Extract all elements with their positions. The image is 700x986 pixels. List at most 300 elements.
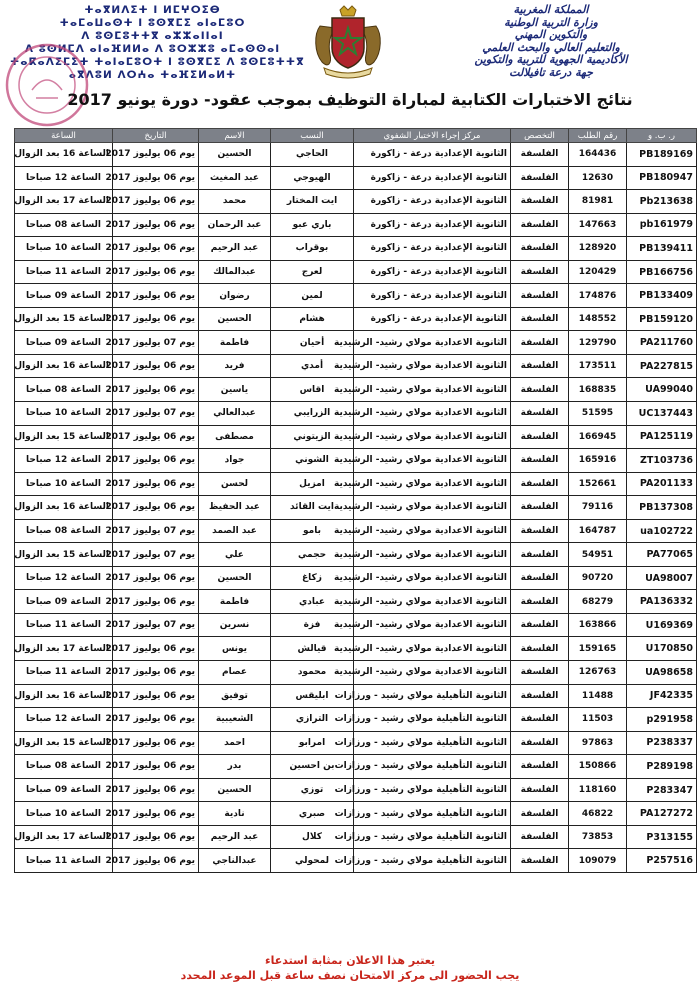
cell-request-number: 148552 bbox=[569, 307, 627, 331]
cell-specialty: الفلسفة bbox=[511, 472, 569, 496]
cell-first-name: عبد الصمد bbox=[199, 519, 271, 543]
cell-time: الساعة 10 صباحا bbox=[15, 472, 113, 496]
cell-specialty: الفلسفة bbox=[511, 590, 569, 614]
cell-specialty: الفلسفة bbox=[511, 237, 569, 261]
cell-surname: توزي bbox=[271, 778, 354, 802]
cell-date: يوم 06 يوليوز 2017 bbox=[113, 731, 199, 755]
cell-request-number: 11503 bbox=[569, 708, 627, 732]
cell-time: الساعة 10 صباحا bbox=[15, 802, 113, 826]
cell-exam-center: الثانوية التأهيلية مولاي رشيد - ورزازات bbox=[354, 731, 511, 755]
letterhead-line: والتعليم العالي والبحث العلمي bbox=[482, 40, 620, 54]
cell-time: الساعة 16 بعد الزوال bbox=[15, 684, 113, 708]
cell-specialty: الفلسفة bbox=[511, 190, 569, 214]
cell-first-name: عبد الرحيم bbox=[199, 825, 271, 849]
column-header: ر. ب. و bbox=[627, 129, 697, 143]
cell-specialty: الفلسفة bbox=[511, 802, 569, 826]
cell-date: يوم 06 يوليوز 2017 bbox=[113, 590, 199, 614]
cell-exam-center: الثانوية الاعدادية مولاي رشيد- الرشيدية bbox=[354, 496, 511, 520]
table-row bbox=[15, 661, 697, 685]
cell-ref: PA125119 bbox=[627, 425, 697, 449]
cell-request-number: 159165 bbox=[569, 637, 627, 661]
footer-line: يجب الحضور الى مركز الامتحان نصف ساعة قبل الموعد المحدد bbox=[180, 969, 520, 982]
cell-specialty: الفلسفة bbox=[511, 496, 569, 520]
cell-exam-center: الثانوية الاعدادية مولاي رشيد- الرشيدية bbox=[354, 425, 511, 449]
table-row bbox=[15, 566, 697, 590]
cell-date: يوم 06 يوليوز 2017 bbox=[113, 472, 199, 496]
table-row bbox=[15, 331, 697, 355]
cell-time: الساعة 08 صباحا bbox=[15, 519, 113, 543]
cell-exam-center: الثانوية الإعدادية درعة - زاكورة bbox=[354, 143, 511, 167]
cell-specialty: الفلسفة bbox=[511, 307, 569, 331]
cell-surname: قيالش bbox=[271, 637, 354, 661]
column-header: الاسم bbox=[199, 129, 271, 143]
cell-request-number: 73853 bbox=[569, 825, 627, 849]
cell-time: الساعة 08 صباحا bbox=[15, 213, 113, 237]
cell-exam-center: الثانوية الاعدادية مولاي رشيد- الرشيدية bbox=[354, 378, 511, 402]
cell-date: يوم 06 يوليوز 2017 bbox=[113, 496, 199, 520]
cell-time: الساعة 12 صباحا bbox=[15, 449, 113, 473]
footer-notice bbox=[0, 953, 700, 983]
table-row bbox=[15, 825, 697, 849]
cell-time: الساعة 09 صباحا bbox=[15, 331, 113, 355]
cell-date: يوم 06 يوليوز 2017 bbox=[113, 425, 199, 449]
cell-first-name: توفيق bbox=[199, 684, 271, 708]
table-row bbox=[15, 613, 697, 637]
cell-first-name: لحسن bbox=[199, 472, 271, 496]
cell-date: يوم 06 يوليوز 2017 bbox=[113, 237, 199, 261]
cell-date: يوم 06 يوليوز 2017 bbox=[113, 708, 199, 732]
cell-request-number: 164436 bbox=[569, 143, 627, 167]
cell-surname: زكاغ bbox=[271, 566, 354, 590]
cell-first-name: فاطمة bbox=[199, 590, 271, 614]
cell-surname: لمين bbox=[271, 284, 354, 308]
cell-exam-center: الثانوية الاعدادية مولاي رشيد- الرشيدية bbox=[354, 637, 511, 661]
cell-date: يوم 06 يوليوز 2017 bbox=[113, 260, 199, 284]
cell-exam-center: الثانوية الاعدادية مولاي رشيد- الرشيدية bbox=[354, 661, 511, 685]
cell-date: يوم 06 يوليوز 2017 bbox=[113, 354, 199, 378]
cell-ref: PB139411 bbox=[627, 237, 697, 261]
cell-specialty: الفلسفة bbox=[511, 708, 569, 732]
cell-exam-center: الثانوية الاعدادية مولاي رشيد- الرشيدية bbox=[354, 566, 511, 590]
cell-time: الساعة 11 صباحا bbox=[15, 260, 113, 284]
cell-specialty: الفلسفة bbox=[511, 755, 569, 779]
cell-time: الساعة 16 بعد الزوال bbox=[15, 496, 113, 520]
cell-ref: PA136332 bbox=[627, 590, 697, 614]
cell-surname: الشوني bbox=[271, 449, 354, 473]
cell-request-number: 163866 bbox=[569, 613, 627, 637]
cell-specialty: الفلسفة bbox=[511, 166, 569, 190]
cell-specialty: الفلسفة bbox=[511, 378, 569, 402]
letterhead-line: والتكوين المهني bbox=[514, 28, 588, 41]
cell-date: يوم 06 يوليوز 2017 bbox=[113, 449, 199, 473]
column-header: الساعة bbox=[15, 129, 113, 143]
cell-ref: UA99040 bbox=[627, 378, 697, 402]
cell-time: الساعة 12 صباحا bbox=[15, 166, 113, 190]
cell-time: الساعة 12 صباحا bbox=[15, 566, 113, 590]
cell-specialty: الفلسفة bbox=[511, 566, 569, 590]
cell-specialty: الفلسفة bbox=[511, 849, 569, 873]
cell-specialty: الفلسفة bbox=[511, 778, 569, 802]
cell-exam-center: الثانوية الإعدادية درعة - زاكورة bbox=[354, 190, 511, 214]
cell-time: الساعة 10 صباحا bbox=[15, 237, 113, 261]
cell-exam-center: الثانوية الإعدادية درعة - زاكورة bbox=[354, 284, 511, 308]
table-row bbox=[15, 425, 697, 449]
table-row bbox=[15, 519, 697, 543]
cell-ref: P238337 bbox=[627, 731, 697, 755]
cell-exam-center: الثانوية التأهيلية مولاي رشيد - ورزازات bbox=[354, 708, 511, 732]
cell-date: يوم 06 يوليوز 2017 bbox=[113, 684, 199, 708]
cell-ref: PA201133 bbox=[627, 472, 697, 496]
cell-request-number: 126763 bbox=[569, 661, 627, 685]
letterhead bbox=[0, 0, 700, 88]
cell-ref: P257516 bbox=[627, 849, 697, 873]
cell-exam-center: الثانوية الاعدادية مولاي رشيد- الرشيدية bbox=[354, 543, 511, 567]
cell-ref: PB133409 bbox=[627, 284, 697, 308]
cell-request-number: 109079 bbox=[569, 849, 627, 873]
cell-exam-center: الثانوية الاعدادية مولاي رشيد- الرشيدية bbox=[354, 472, 511, 496]
cell-first-name: عبد الرحمان bbox=[199, 213, 271, 237]
cell-ref: PA77065 bbox=[627, 543, 697, 567]
cell-date: يوم 06 يوليوز 2017 bbox=[113, 778, 199, 802]
cell-surname: الزرايبي bbox=[271, 402, 354, 426]
results-table bbox=[14, 128, 697, 873]
cell-exam-center: الثانوية الاعدادية مولاي رشيد- الرشيدية bbox=[354, 449, 511, 473]
cell-surname: لعرج bbox=[271, 260, 354, 284]
cell-surname: الحاجي bbox=[271, 143, 354, 167]
cell-ref: U170850 bbox=[627, 637, 697, 661]
cell-date: يوم 06 يوليوز 2017 bbox=[113, 637, 199, 661]
cell-ref: PB137308 bbox=[627, 496, 697, 520]
cell-date: يوم 06 يوليوز 2017 bbox=[113, 143, 199, 167]
cell-ref: UA98007 bbox=[627, 566, 697, 590]
table-row bbox=[15, 637, 697, 661]
cell-surname: لمحولي bbox=[271, 849, 354, 873]
cell-time: الساعة 09 صباحا bbox=[15, 778, 113, 802]
cell-first-name: فريد bbox=[199, 354, 271, 378]
cell-request-number: 164787 bbox=[569, 519, 627, 543]
cell-ref: P289198 bbox=[627, 755, 697, 779]
cell-exam-center: الثانوية الاعدادية مولاي رشيد- الرشيدية bbox=[354, 331, 511, 355]
cell-request-number: 166945 bbox=[569, 425, 627, 449]
cell-ref: P313155 bbox=[627, 825, 697, 849]
cell-time: الساعة 17 بعد الزوال bbox=[15, 825, 113, 849]
cell-date: يوم 06 يوليوز 2017 bbox=[113, 566, 199, 590]
cell-request-number: 165916 bbox=[569, 449, 627, 473]
cell-date: يوم 06 يوليوز 2017 bbox=[113, 849, 199, 873]
column-header: التخصص bbox=[511, 129, 569, 143]
cell-specialty: الفلسفة bbox=[511, 825, 569, 849]
cell-ref: UA98658 bbox=[627, 661, 697, 685]
cell-date: يوم 06 يوليوز 2017 bbox=[113, 166, 199, 190]
cell-specialty: الفلسفة bbox=[511, 543, 569, 567]
table-row bbox=[15, 496, 697, 520]
cell-surname: الهيوجي bbox=[271, 166, 354, 190]
table-body bbox=[15, 143, 697, 873]
letterhead-line: ⵜⴰⵎⴰⵡⴰⵙⵜ ⵏ ⵓⵙⴳⵎⵉ ⴰⵏⴰⵎⵓⵔ bbox=[59, 17, 246, 29]
cell-time: الساعة 15 بعد الزوال bbox=[15, 307, 113, 331]
cell-exam-center: الثانوية الإعدادية درعة - زاكورة bbox=[354, 237, 511, 261]
cell-surname: فزة bbox=[271, 613, 354, 637]
cell-request-number: 118160 bbox=[569, 778, 627, 802]
table-row bbox=[15, 402, 697, 426]
cell-date: يوم 07 يوليوز 2017 bbox=[113, 331, 199, 355]
cell-time: الساعة 16 بعد الزوال bbox=[15, 143, 113, 167]
cell-request-number: 152661 bbox=[569, 472, 627, 496]
cell-first-name: علي bbox=[199, 543, 271, 567]
cell-surname: امزيل bbox=[271, 472, 354, 496]
cell-first-name: نسرين bbox=[199, 613, 271, 637]
cell-ref: PA227815 bbox=[627, 354, 697, 378]
table-row bbox=[15, 143, 697, 167]
cell-time: الساعة 09 صباحا bbox=[15, 284, 113, 308]
cell-date: يوم 06 يوليوز 2017 bbox=[113, 307, 199, 331]
cell-specialty: الفلسفة bbox=[511, 213, 569, 237]
cell-surname: هشام bbox=[271, 307, 354, 331]
table-row bbox=[15, 731, 697, 755]
cell-time: الساعة 17 بعد الزوال bbox=[15, 637, 113, 661]
cell-specialty: الفلسفة bbox=[511, 331, 569, 355]
cell-exam-center: الثانوية الإعدادية درعة - زاكورة bbox=[354, 307, 511, 331]
cell-exam-center: الثانوية الإعدادية درعة - زاكورة bbox=[354, 213, 511, 237]
cell-request-number: 11488 bbox=[569, 684, 627, 708]
cell-first-name: ياسين bbox=[199, 378, 271, 402]
table-row bbox=[15, 590, 697, 614]
cell-exam-center: الثانوية الاعدادية مولاي رشيد- الرشيدية bbox=[354, 590, 511, 614]
cell-time: الساعة 15 بعد الزوال bbox=[15, 731, 113, 755]
cell-request-number: 90720 bbox=[569, 566, 627, 590]
page-title: نتائج الاختبارات الكتابية لمباراة التوظيف بموجب عقود- دورة يونيو 2017 bbox=[67, 90, 633, 109]
royal-emblem-icon bbox=[310, 4, 386, 78]
letterhead-line: الأكاديمية الجهوية للتربية والتكوين bbox=[474, 53, 628, 66]
table-row bbox=[15, 755, 697, 779]
cell-date: يوم 06 يوليوز 2017 bbox=[113, 213, 199, 237]
cell-surname: امرابو bbox=[271, 731, 354, 755]
cell-date: يوم 06 يوليوز 2017 bbox=[113, 802, 199, 826]
cell-ref: pb161979 bbox=[627, 213, 697, 237]
cell-exam-center: الثانوية الإعدادية درعة - زاكورة bbox=[354, 260, 511, 284]
cell-first-name: نادية bbox=[199, 802, 271, 826]
cell-surname: محمود bbox=[271, 661, 354, 685]
cell-first-name: الحسين bbox=[199, 778, 271, 802]
letterhead-line: ⵜⴰⴳⵍⴷⵉⵜ ⵏ ⵍⵎⵖⵔⵉⴱ bbox=[84, 4, 221, 16]
cell-specialty: الفلسفة bbox=[511, 284, 569, 308]
cell-first-name: عبدالعالي bbox=[199, 402, 271, 426]
table-row bbox=[15, 284, 697, 308]
cell-exam-center: الثانوية الاعدادية مولاي رشيد- الرشيدية bbox=[354, 354, 511, 378]
cell-ref: JF42335 bbox=[627, 684, 697, 708]
cell-first-name: مصطفى bbox=[199, 425, 271, 449]
cell-request-number: 79116 bbox=[569, 496, 627, 520]
cell-time: الساعة 15 بعد الزوال bbox=[15, 425, 113, 449]
cell-request-number: 147663 bbox=[569, 213, 627, 237]
cell-request-number: 51595 bbox=[569, 402, 627, 426]
cell-time: الساعة 11 صباحا bbox=[15, 613, 113, 637]
cell-exam-center: الثانوية الإعدادية درعة - زاكورة bbox=[354, 166, 511, 190]
table-row bbox=[15, 543, 697, 567]
table-row bbox=[15, 778, 697, 802]
cell-ref: ua102722 bbox=[627, 519, 697, 543]
cell-ref: U169369 bbox=[627, 613, 697, 637]
cell-surname: ابليقس bbox=[271, 684, 354, 708]
table-row bbox=[15, 190, 697, 214]
table-row bbox=[15, 213, 697, 237]
table-row bbox=[15, 472, 697, 496]
cell-ref: ZT103736 bbox=[627, 449, 697, 473]
table-row bbox=[15, 684, 697, 708]
table-header-row bbox=[15, 129, 697, 143]
cell-surname: كلال bbox=[271, 825, 354, 849]
cell-specialty: الفلسفة bbox=[511, 402, 569, 426]
cell-surname: بوقراب bbox=[271, 237, 354, 261]
table-row bbox=[15, 449, 697, 473]
cell-date: يوم 06 يوليوز 2017 bbox=[113, 190, 199, 214]
cell-first-name: عبد المغيث bbox=[199, 166, 271, 190]
seal-stamp-icon bbox=[2, 40, 92, 130]
cell-surname: الترازي bbox=[271, 708, 354, 732]
cell-time: الساعة 15 بعد الزوال bbox=[15, 543, 113, 567]
cell-first-name: عبد الحفيظ bbox=[199, 496, 271, 520]
cell-surname: باري عبو bbox=[271, 213, 354, 237]
cell-date: يوم 06 يوليوز 2017 bbox=[113, 825, 199, 849]
letterhead-line: المملكة المغربية bbox=[513, 3, 589, 16]
table-row bbox=[15, 378, 697, 402]
cell-specialty: الفلسفة bbox=[511, 449, 569, 473]
cell-specialty: الفلسفة bbox=[511, 731, 569, 755]
cell-date: يوم 06 يوليوز 2017 bbox=[113, 755, 199, 779]
column-header: النسب bbox=[271, 129, 354, 143]
column-header: مركز إجراء الاختبار الشفوي bbox=[354, 129, 511, 143]
footer-line: يعتبر هذا الاعلان بمثابة استدعاء bbox=[264, 954, 436, 967]
letterhead-arabic bbox=[426, 4, 676, 79]
cell-exam-center: الثانوية التأهيلية مولاي رشيد - ورزازات bbox=[354, 849, 511, 873]
cell-request-number: 12630 bbox=[569, 166, 627, 190]
cell-request-number: 174876 bbox=[569, 284, 627, 308]
cell-first-name: يونس bbox=[199, 637, 271, 661]
cell-specialty: الفلسفة bbox=[511, 637, 569, 661]
cell-date: يوم 06 يوليوز 2017 bbox=[113, 661, 199, 685]
table-row bbox=[15, 237, 697, 261]
cell-first-name: بدر bbox=[199, 755, 271, 779]
cell-ref: PB189169 bbox=[627, 143, 697, 167]
cell-request-number: 81981 bbox=[569, 190, 627, 214]
cell-specialty: الفلسفة bbox=[511, 684, 569, 708]
cell-time: الساعة 11 صباحا bbox=[15, 661, 113, 685]
cell-request-number: 54951 bbox=[569, 543, 627, 567]
cell-time: الساعة 11 صباحا bbox=[15, 849, 113, 873]
cell-surname: عبادي bbox=[271, 590, 354, 614]
cell-ref: PB159120 bbox=[627, 307, 697, 331]
cell-exam-center: الثانوية التأهيلية مولاي رشيد - ورزازات bbox=[354, 755, 511, 779]
cell-first-name: رضوان bbox=[199, 284, 271, 308]
cell-surname: حجمي bbox=[271, 543, 354, 567]
cell-time: الساعة 16 بعد الزوال bbox=[15, 354, 113, 378]
cell-exam-center: الثانوية الاعدادية مولاي رشيد- الرشيدية bbox=[354, 613, 511, 637]
cell-time: الساعة 08 صباحا bbox=[15, 755, 113, 779]
cell-ref: p291958 bbox=[627, 708, 697, 732]
cell-specialty: الفلسفة bbox=[511, 613, 569, 637]
table-row bbox=[15, 166, 697, 190]
cell-request-number: 120429 bbox=[569, 260, 627, 284]
cell-exam-center: الثانوية التأهيلية مولاي رشيد - ورزازات bbox=[354, 684, 511, 708]
cell-ref: UC137443 bbox=[627, 402, 697, 426]
cell-surname: بامو bbox=[271, 519, 354, 543]
cell-surname: أمدي bbox=[271, 354, 354, 378]
cell-first-name: عصام bbox=[199, 661, 271, 685]
cell-date: يوم 07 يوليوز 2017 bbox=[113, 613, 199, 637]
cell-specialty: الفلسفة bbox=[511, 425, 569, 449]
cell-request-number: 129790 bbox=[569, 331, 627, 355]
cell-ref: PA211760 bbox=[627, 331, 697, 355]
cell-date: يوم 07 يوليوز 2017 bbox=[113, 519, 199, 543]
letterhead-line: ⴷ ⵓⵙⵎⵓⵜⵜⴳ ⴰⵣⵣⴰⵏⵏⴰⵏ bbox=[81, 30, 224, 42]
cell-request-number: 97863 bbox=[569, 731, 627, 755]
column-header: التاريخ bbox=[113, 129, 199, 143]
letterhead-line: ⴷ ⵓⵙⵍⵎⴷ ⴰⵏⴰⴼⵍⵍⴰ ⴷ ⵓⵔⵣⵣⵓ ⴰⵎⴰⵙⵙⴰⵏ bbox=[24, 43, 281, 55]
cell-first-name: محمد bbox=[199, 190, 271, 214]
cell-ref: Pb213638 bbox=[627, 190, 697, 214]
cell-first-name: الشعيبية bbox=[199, 708, 271, 732]
cell-time: الساعة 09 صباحا bbox=[15, 590, 113, 614]
cell-first-name: الحسين bbox=[199, 143, 271, 167]
cell-surname: أحيان bbox=[271, 331, 354, 355]
cell-first-name: الحسين bbox=[199, 307, 271, 331]
table-row bbox=[15, 708, 697, 732]
cell-time: الساعة 12 صباحا bbox=[15, 708, 113, 732]
cell-first-name: احمد bbox=[199, 731, 271, 755]
cell-specialty: الفلسفة bbox=[511, 354, 569, 378]
table-row bbox=[15, 354, 697, 378]
cell-specialty: الفلسفة bbox=[511, 519, 569, 543]
cell-ref: PB166756 bbox=[627, 260, 697, 284]
table-row bbox=[15, 260, 697, 284]
cell-first-name: الحسين bbox=[199, 566, 271, 590]
cell-request-number: 46822 bbox=[569, 802, 627, 826]
cell-first-name: عبد الرحيم bbox=[199, 237, 271, 261]
cell-request-number: 128920 bbox=[569, 237, 627, 261]
cell-exam-center: الثانوية التأهيلية مولاي رشيد - ورزازات bbox=[354, 802, 511, 826]
cell-surname: ايت القائد bbox=[271, 496, 354, 520]
cell-time: الساعة 08 صباحا bbox=[15, 378, 113, 402]
cell-first-name: عبدالناجي bbox=[199, 849, 271, 873]
cell-date: يوم 06 يوليوز 2017 bbox=[113, 378, 199, 402]
letterhead-line: ⴰⴳⴷⵓⵍ ⴷⵔⵄⴰ ⵜⴰⴼⵉⵍⴰⵍⵜ bbox=[68, 69, 237, 81]
cell-request-number: 168835 bbox=[569, 378, 627, 402]
letterhead-line: جهة درعة تافيلالت bbox=[509, 65, 593, 79]
cell-ref: PA127272 bbox=[627, 802, 697, 826]
cell-surname: اقاس bbox=[271, 378, 354, 402]
cell-specialty: الفلسفة bbox=[511, 143, 569, 167]
cell-surname: بن احسين bbox=[271, 755, 354, 779]
cell-exam-center: الثانوية التأهيلية مولاي رشيد - ورزازات bbox=[354, 825, 511, 849]
column-header: رقم الطلب bbox=[569, 129, 627, 143]
table-row bbox=[15, 802, 697, 826]
cell-request-number: 173511 bbox=[569, 354, 627, 378]
cell-date: يوم 07 يوليوز 2017 bbox=[113, 543, 199, 567]
letterhead-line: وزارة التربية الوطنية bbox=[504, 15, 598, 29]
letterhead-line: ⵜⴰⴽⴰⴷⵉⵎⵉⵜ ⵜⴰⵏⴰⵎⵓⵔⵜ ⵏ ⵓⵙⴳⵎⵉ ⴷ ⵓⵙⵎⵓⵜⵜⴳ bbox=[10, 56, 305, 68]
cell-first-name: جواد bbox=[199, 449, 271, 473]
cell-exam-center: الثانوية الاعدادية مولاي رشيد- الرشيدية bbox=[354, 402, 511, 426]
cell-exam-center: الثانوية التأهيلية مولاي رشيد - ورزازات bbox=[354, 778, 511, 802]
cell-first-name: عبدالمالك bbox=[199, 260, 271, 284]
cell-date: يوم 06 يوليوز 2017 bbox=[113, 284, 199, 308]
cell-ref: PB180947 bbox=[627, 166, 697, 190]
cell-exam-center: الثانوية الاعدادية مولاي رشيد- الرشيدية bbox=[354, 519, 511, 543]
cell-specialty: الفلسفة bbox=[511, 260, 569, 284]
cell-ref: P283347 bbox=[627, 778, 697, 802]
table-row bbox=[15, 307, 697, 331]
cell-request-number: 68279 bbox=[569, 590, 627, 614]
